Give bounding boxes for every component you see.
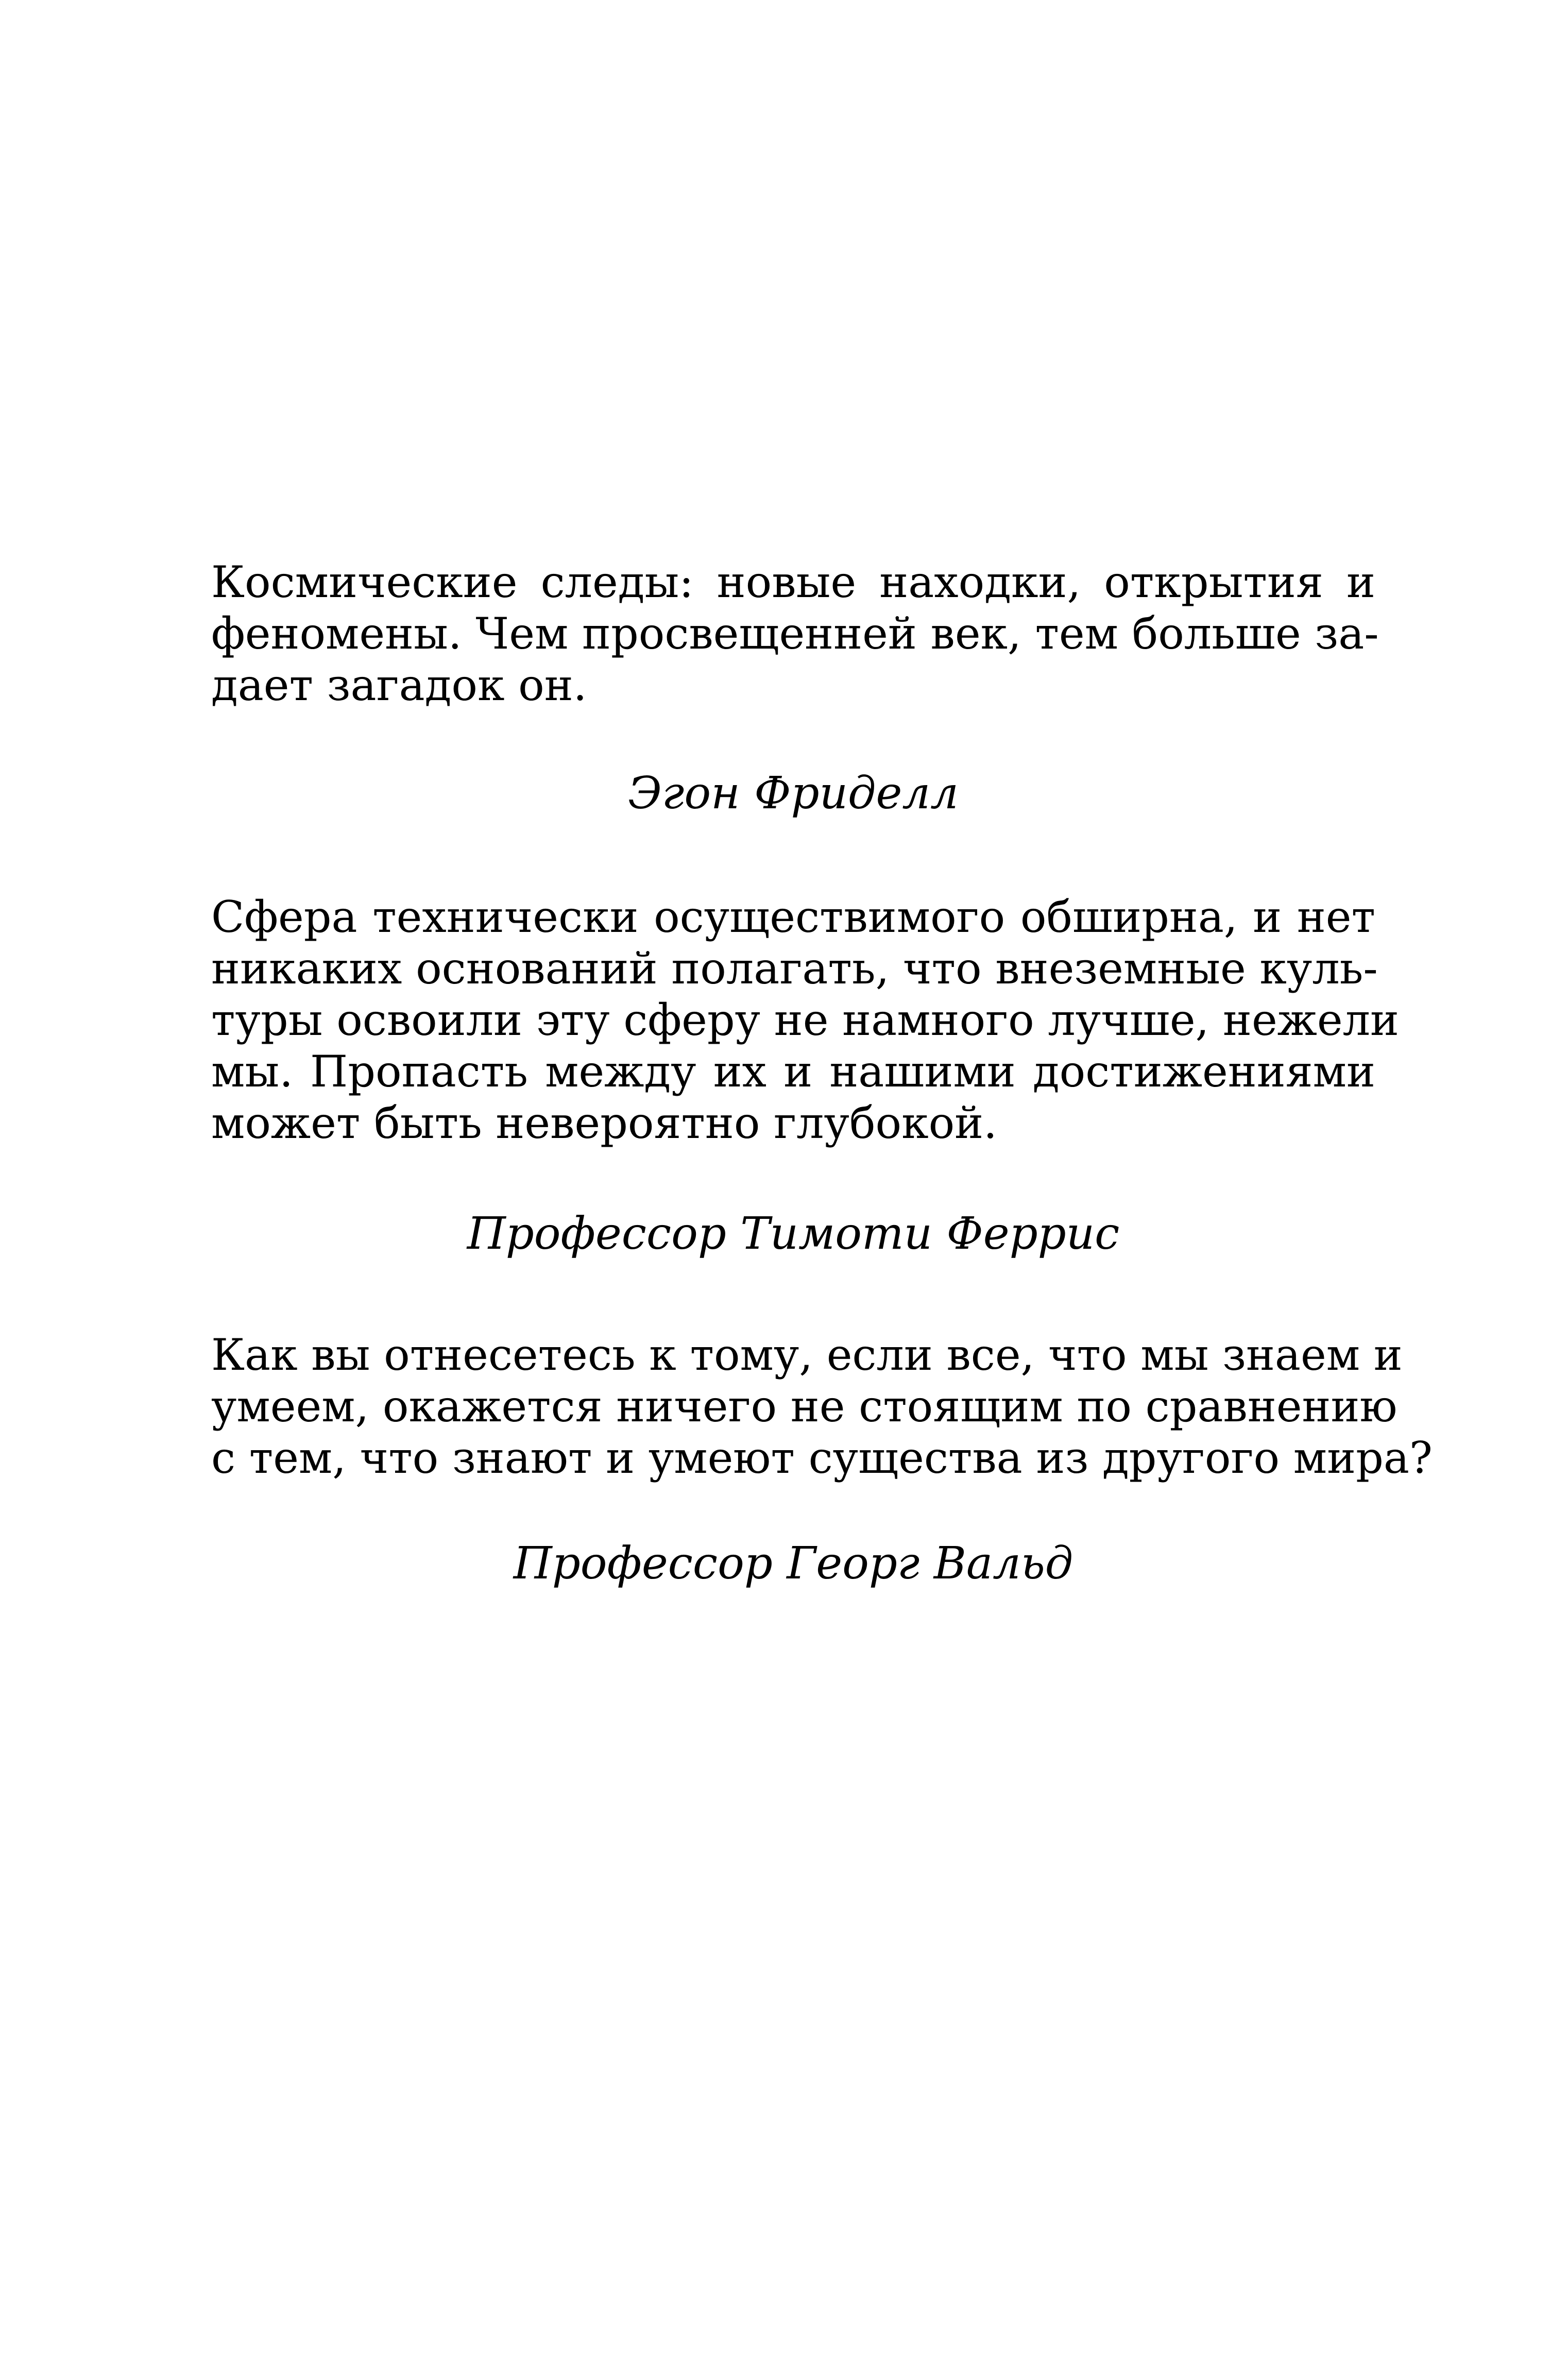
quote-line: феномены. Чем просвещенней век, тем больше за- xyxy=(211,608,1379,659)
quote-line: никаких оснований полагать, что внеземные куль- xyxy=(211,943,1378,994)
quote-line: может быть невероятно глубокой. xyxy=(211,1098,997,1148)
quote-line: дает загадок он. xyxy=(211,660,587,710)
quote-author: Профессор Георг Вальд xyxy=(513,1538,1073,1589)
quote-line: Космические следы: новые находки, открытия и xyxy=(211,557,1375,607)
quote-author: Эгон Фриделл xyxy=(628,768,959,819)
quote-line: умеем, окажется ничего не стоящим по сравнению xyxy=(211,1381,1397,1432)
quote-line: туры освоили эту сферу не намного лучше, нежели xyxy=(211,995,1399,1045)
quote-line: мы. Пропасть между их и нашими достижениями xyxy=(211,1046,1375,1097)
quote-author: Профессор Тимоти Феррис xyxy=(467,1208,1120,1260)
quote-line: Как вы отнесетесь к тому, если все, что мы знаем и xyxy=(211,1330,1403,1380)
quote-line: с тем, что знают и умеют существа из другого мира? xyxy=(211,1433,1433,1483)
quote-line: Сфера технически осуществимого обширна, и нет xyxy=(211,892,1375,942)
